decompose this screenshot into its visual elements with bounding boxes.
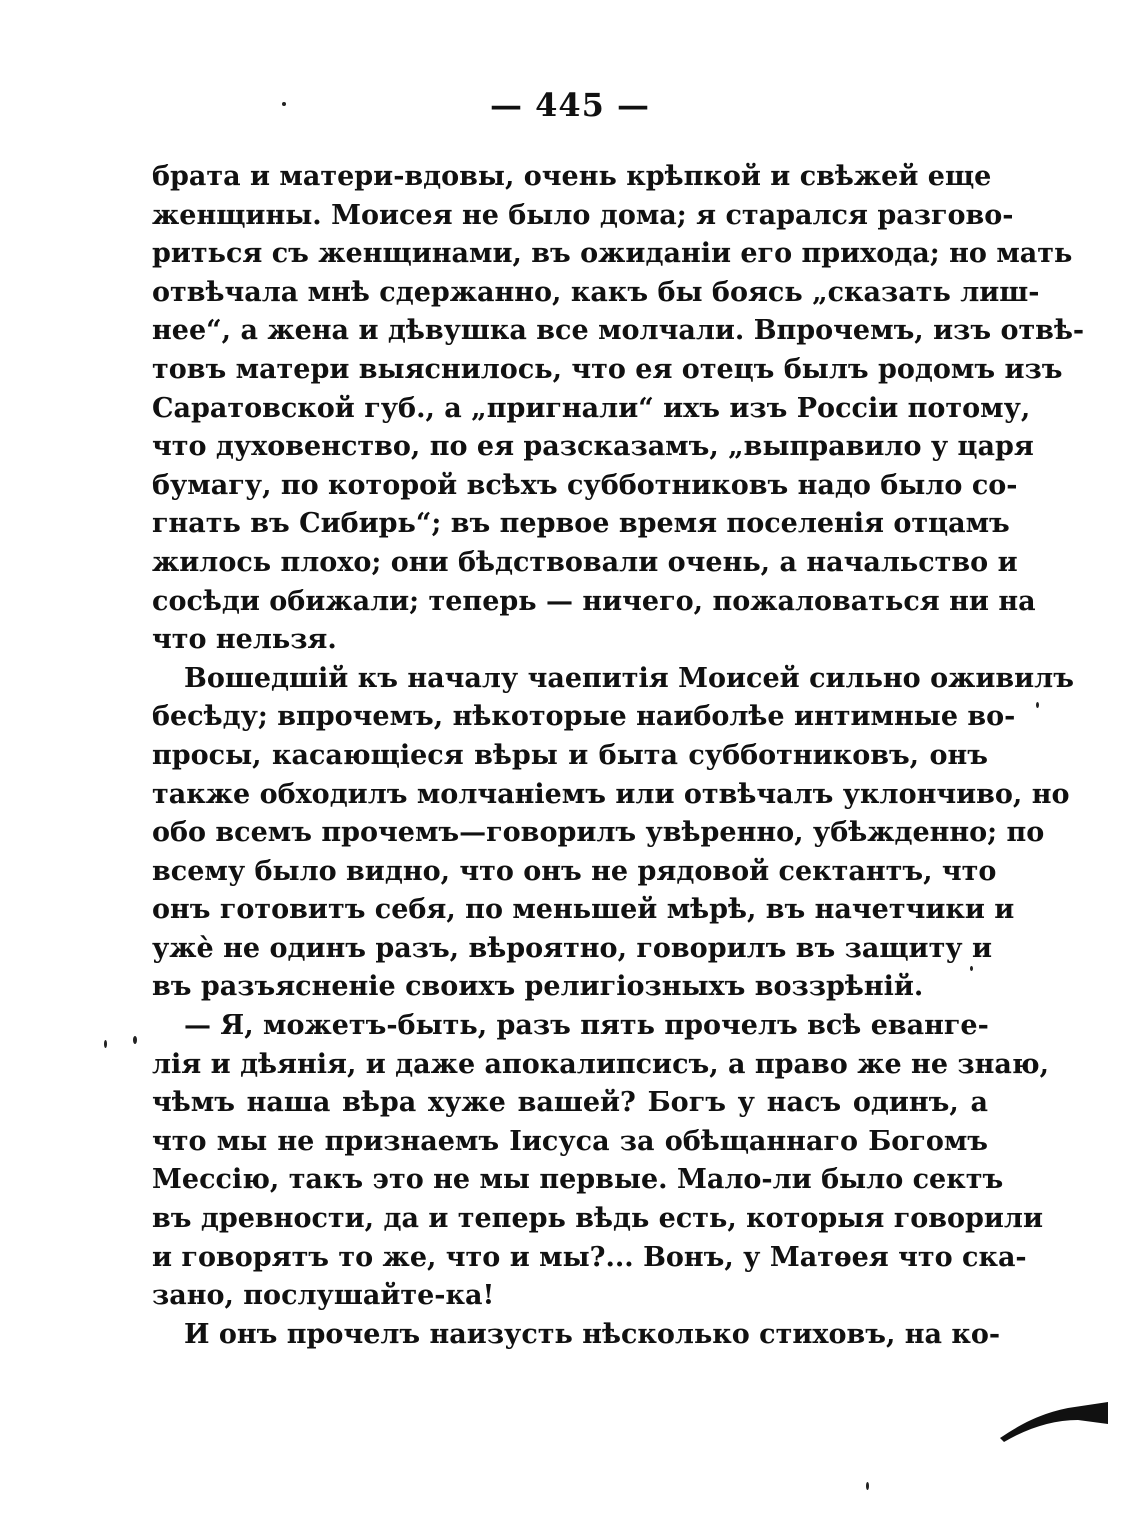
text-line: лія и дѣянія, и даже апокалипсисъ, а право же не знаю, bbox=[152, 1048, 1049, 1080]
scan-speck bbox=[104, 1040, 107, 1048]
text-line: ужè не одинъ разъ, вѣроятно, говорилъ въ защиту и bbox=[152, 932, 993, 964]
page-number: — 445 — bbox=[489, 86, 651, 124]
scan-speck bbox=[1036, 702, 1039, 708]
ink-smudge bbox=[998, 1398, 1110, 1446]
text-line: зано, послушайте-ка! bbox=[152, 1280, 495, 1312]
text-line: Саратовской губ., а „пригнали“ ихъ изъ Россіи потому, bbox=[152, 392, 1031, 424]
text-line: бумагу, по которой всѣхъ субботниковъ надо было со- bbox=[152, 469, 1018, 501]
text-line: въ разъясненіе своихъ религіозныхъ воззрѣній. bbox=[152, 971, 924, 1003]
text-line: — Я, можетъ-быть, разъ пять прочелъ всѣ еванге- bbox=[184, 1010, 989, 1042]
text-line: Вошедшій къ началу чаепитія Моисей сильно оживилъ bbox=[184, 662, 1074, 694]
text-line: гнать въ Сибирь“; въ первое время поселенія отцамъ bbox=[152, 508, 1010, 540]
text-line: всему было видно, что онъ не рядовой сектантъ, что bbox=[152, 855, 997, 887]
text-line: жилось плохо; они бѣдствовали очень, а начальство и bbox=[152, 546, 1018, 578]
scan-speck bbox=[282, 102, 286, 106]
text-line: брата и матери-вдовы, очень крѣпкой и свѣжей еще bbox=[152, 161, 992, 192]
scan-speck bbox=[866, 1482, 869, 1490]
text-line: въ древности, да и теперь вѣдь есть, которыя говорили bbox=[152, 1203, 1043, 1235]
scan-speck bbox=[970, 966, 973, 971]
text-line: нее“, а жена и дѣвушка все молчали. Впрочемъ, изъ отвѣ- bbox=[152, 315, 1085, 347]
text-line: и говорятъ то же, что и мы?... Вонъ, у Матѳея что ска- bbox=[152, 1241, 1027, 1273]
text-line: просы, касающіеся вѣры и быта субботниковъ, онъ bbox=[152, 739, 988, 771]
text-line: Мессію, такъ это не мы первые. Мало-ли было сектъ bbox=[152, 1164, 1004, 1196]
text-line: риться съ женщинами, въ ожиданіи его прихода; но мать bbox=[152, 238, 1073, 270]
text-line: отвѣчала мнѣ сдержанно, какъ бы боясь „сказать лиш- bbox=[152, 276, 1040, 308]
text-line: товъ матери выяснилось, что ея отецъ былъ родомъ изъ bbox=[152, 353, 1063, 385]
text-line: И онъ прочелъ наизусть нѣсколько стиховъ, на ко- bbox=[184, 1318, 1001, 1350]
text-line: онъ готовитъ себя, по меньшей мѣрѣ, въ начетчики и bbox=[152, 894, 1015, 926]
text-line: что мы не признаемъ Іисуса за обѣщаннаго Богомъ bbox=[152, 1125, 988, 1157]
text-line: чѣмъ наша вѣра хуже вашей? Богъ у насъ одинъ, а bbox=[152, 1087, 988, 1119]
text-line: что нельзя. bbox=[152, 624, 337, 656]
scan-speck bbox=[133, 1036, 137, 1044]
text-line: обо всемъ прочемъ—говорилъ увѣренно, убѣжденно; по bbox=[152, 817, 1045, 849]
text-line: женщины. Моисея не было дома; я старался разгово- bbox=[152, 199, 1014, 231]
text-line: также обходилъ молчаніемъ или отвѣчалъ уклончиво, но bbox=[152, 778, 1070, 810]
body-text bbox=[152, 158, 1085, 1354]
text-line: сосѣди обижали; теперь — ничего, пожаловаться ни на bbox=[152, 585, 1036, 617]
text-line: что духовенство, по ея разсказамъ, „выправило у царя bbox=[152, 431, 1034, 463]
text-line: бесѣду; впрочемъ, нѣкоторые наиболѣе интимные во- bbox=[152, 701, 1016, 733]
